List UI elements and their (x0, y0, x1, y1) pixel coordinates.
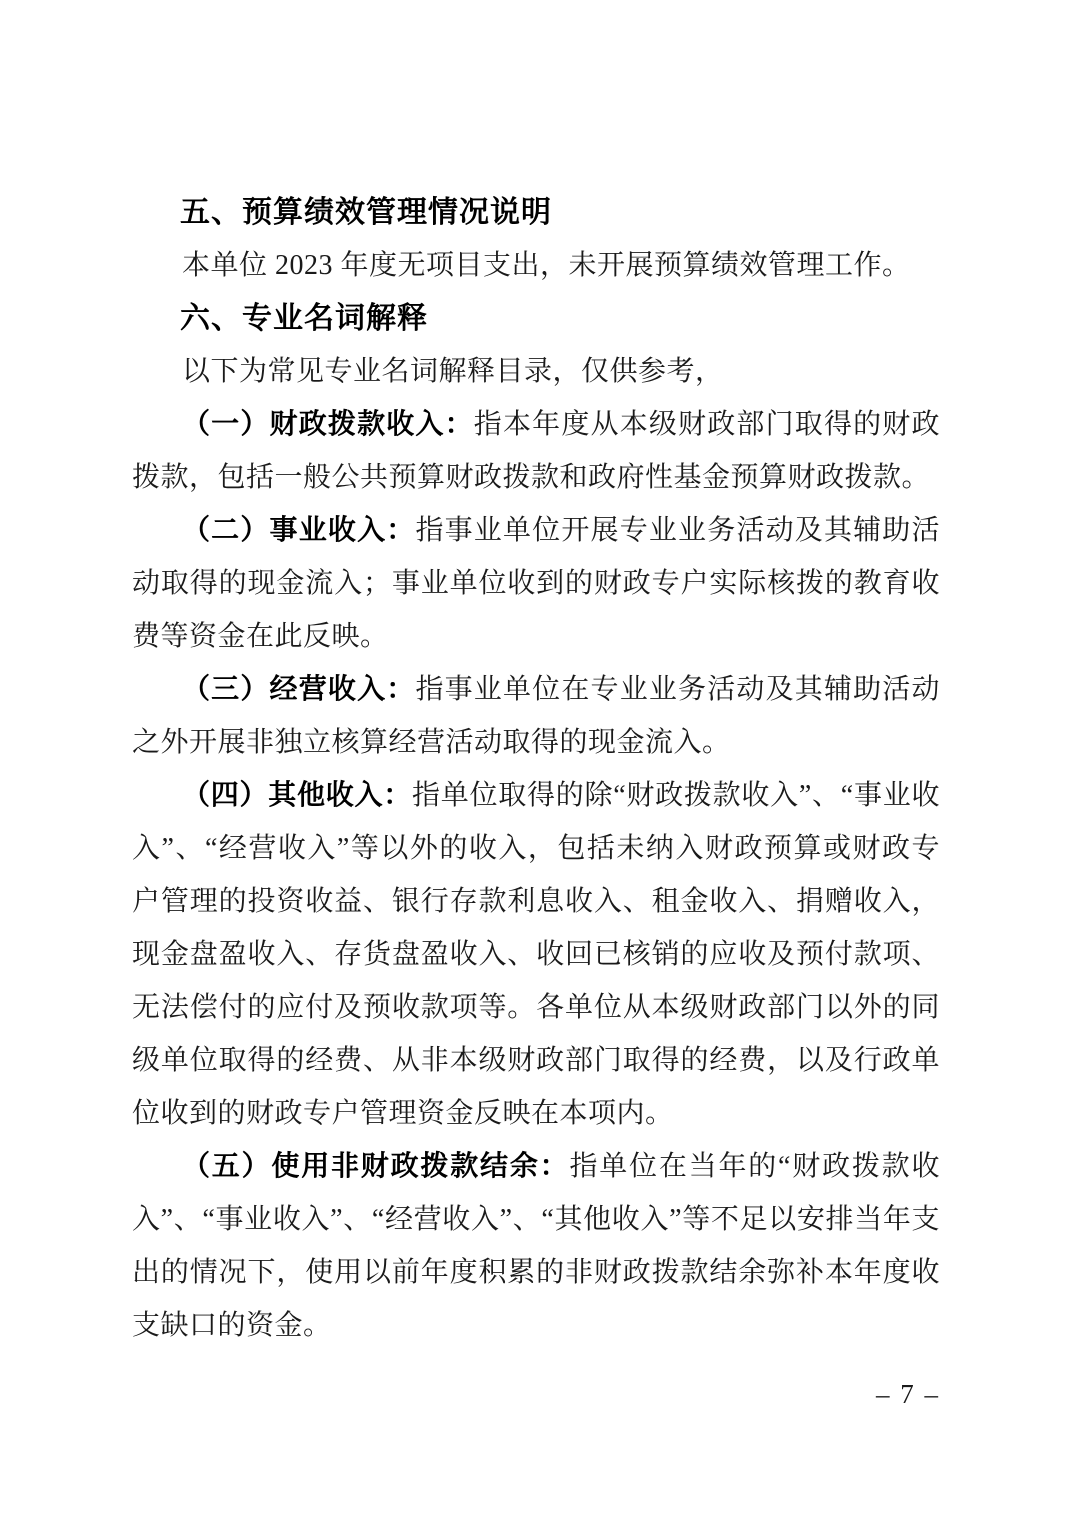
term-label: （二）事业收入： (182, 515, 416, 546)
paragraph: （三）经营收入：指事业单位在专业业务活动及其辅助活动之外开展非独立核算经营活动取得的现金流入。 (132, 674, 940, 758)
term-label: （一）财政拨款收入： (182, 409, 474, 440)
document-body (132, 186, 940, 1352)
page-number: – 7 – (876, 1379, 940, 1409)
term-label: （四）其他收入： (182, 780, 412, 811)
paragraph: （四）其他收入：指单位取得的除“财政拨款收入”、“事业收入”、“经营收入”等以外的收入，包括未纳入财政预算或财政专户管理的投资收益、银行存款利息收入、租金收入、捐赠收入，现金盘盈收入、存货盘盈收入、收回已核销的应收及预付款项、无法偿付的应付及预收款项等。各单位从本级财政部门以外的同级单位取得的经费、从非本级财政部门取得的经费，以及行政单位收到的财政专户管理资金反映在本项内。 (132, 780, 940, 1129)
paragraph: （二）事业收入：指事业单位开展专业业务活动及其辅助活动取得的现金流入；事业单位收到的财政专户实际核拨的教育收费等资金在此反映。 (132, 515, 940, 652)
section-heading: 六、专业名词解释 (180, 302, 428, 335)
paragraph: （五）使用非财政拨款结余：指单位在当年的“财政拨款收入”、“事业收入”、“经营收入”、“其他收入”等不足以安排当年支出的情况下，使用以前年度积累的非财政拨款结余弥补本年度收支缺口的资金。 (132, 1151, 940, 1341)
term-label: （五）使用非财政拨款结余： (182, 1151, 570, 1182)
paragraph: 本单位 2023 年度无项目支出，未开展预算绩效管理工作。 (182, 250, 911, 281)
section-heading: 五、预算绩效管理情况说明 (180, 196, 552, 229)
paragraph: 以下为常见专业名词解释目录，仅供参考， (182, 356, 724, 387)
paragraph: （一）财政拨款收入：指本年度从本级财政部门取得的财政拨款，包括一般公共预算财政拨款和政府性基金预算财政拨款。 (132, 409, 940, 493)
term-label: （三）经营收入： (182, 674, 416, 705)
